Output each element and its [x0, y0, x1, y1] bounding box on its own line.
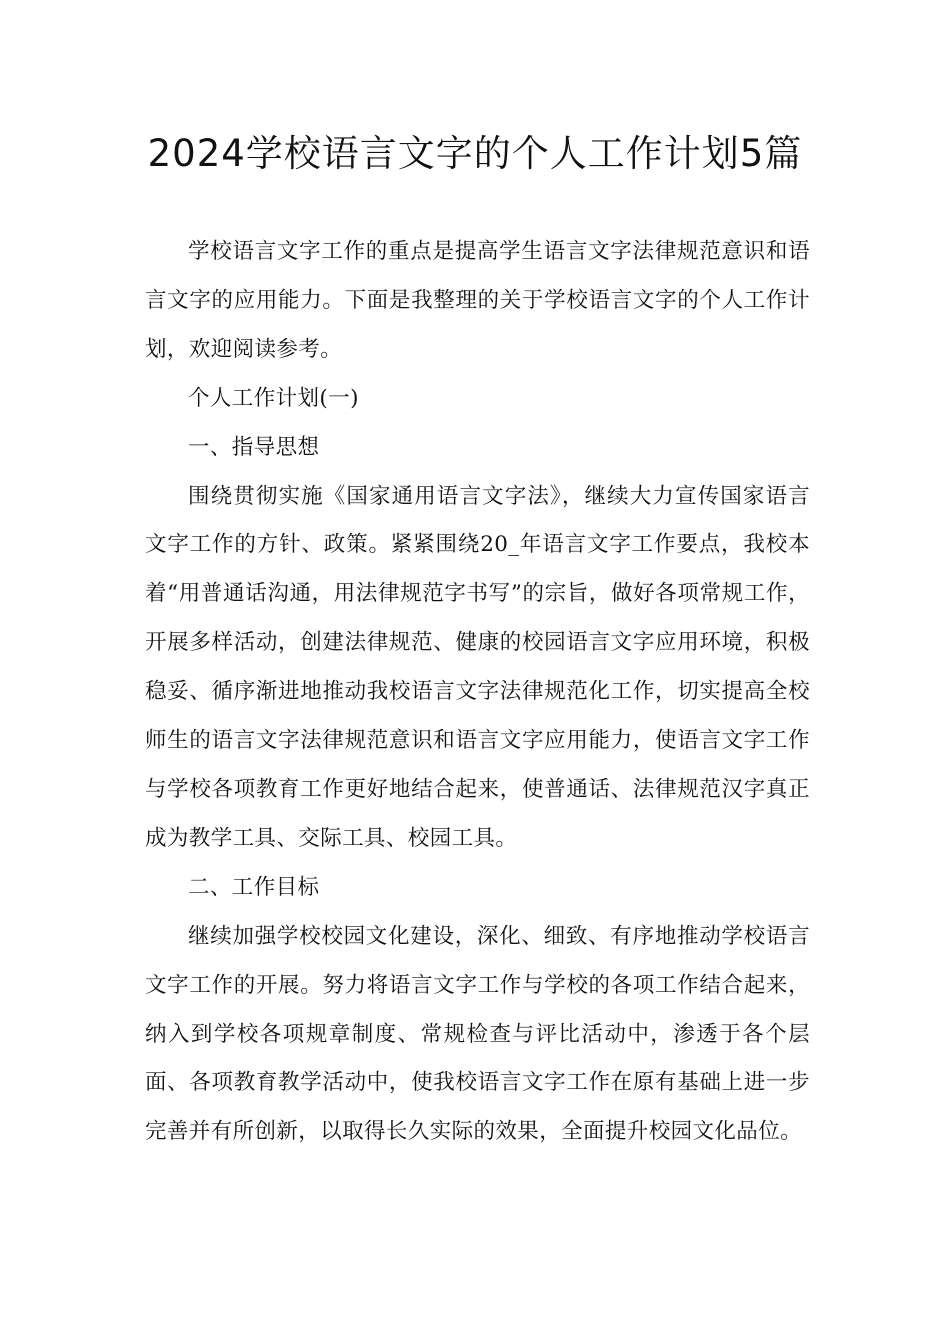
- document-body: [145, 228, 810, 1157]
- section-heading-work-goals: 二、工作目标: [188, 874, 320, 900]
- document-title: 2024学校语言文字的个人工作计划5篇: [147, 132, 803, 175]
- section-heading-guiding-ideology: 一、指导思想: [188, 434, 320, 460]
- guiding-ideology-paragraph: 围绕贯彻实施《国家通用语言文字法》，继续大力宣传国家语言文字工作的方针、政策。紧紧围绕20_年语言文字工作要点，我校本着“用普通话沟通，用法律规范字书写”的宗旨，做好各项常规工作，开展多样活动，创建法律规范、健康的校园语言文字应用环境，积极稳妥、循序渐进地推动我校语言文字法律规范化工作，切实提高全校师生的语言文字法律规范意识和语言文字应用能力，使语言文字工作与学校各项教育工作更好地结合起来，使普通话、法律规范汉字真正成为教学工具、交际工具、校园工具。: [145, 483, 810, 851]
- intro-paragraph: 学校语言文字工作的重点是提高学生语言文字法律规范意识和语言文字的应用能力。下面是我整理的关于学校语言文字的个人工作计划，欢迎阅读参考。: [145, 239, 810, 362]
- section-heading-plan-one: 个人工作计划(一): [188, 385, 359, 411]
- work-goals-paragraph: 继续加强学校校园文化建设，深化、细致、有序地推动学校语言文字工作的开展。努力将语言文字工作与学校的各项工作结合起来，纳入到学校各项规章制度、常规检查与评比活动中，渗透于各个层面、各项教育教学活动中，使我校语言文字工作在原有基础上进一步完善并有所创新，以取得长久实际的效果，全面提升校园文化品位。: [145, 923, 810, 1145]
